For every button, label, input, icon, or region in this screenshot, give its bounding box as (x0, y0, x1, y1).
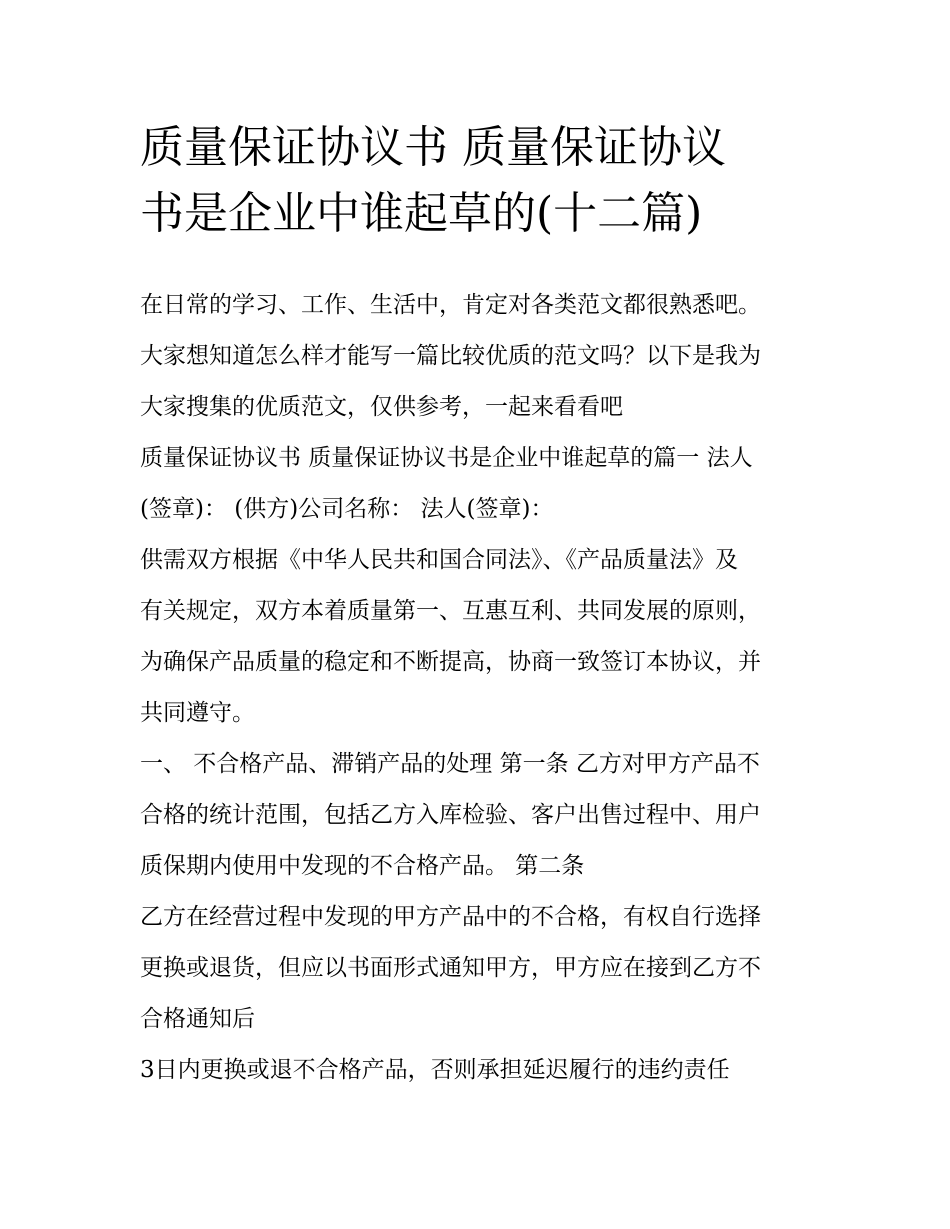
body-line: (签章)： (供方)公司名称： 法人(签章)： (140, 496, 554, 522)
body-line: 供需双方根据《中华人民共和国合同法》、《产品质量法》及 (140, 547, 738, 573)
body-line: 合格的统计范围，包括乙方入库检验、客户出售过程中、用户 (140, 802, 761, 828)
body-line: 合格通知后 (140, 1006, 255, 1032)
body-line: 为确保产品质量的稳定和不断提高，协商一致签订本协议，并 (140, 649, 761, 675)
document-title (140, 115, 830, 247)
title-line: 质量保证协议书 质量保证协议 (140, 122, 726, 173)
body-line: 质量保证协议书 质量保证协议书是企业中谁起草的篇一 法人 (140, 445, 753, 471)
body-line: 乙方在经营过程中发现的甲方产品中的不合格，有权自行选择 (140, 904, 761, 930)
body-line: 大家想知道怎么样才能写一篇比较优质的范文吗？以下是我为 (140, 343, 761, 369)
title-line: 书是企业中谁起草的(十二篇) (140, 188, 703, 239)
body-line: 更换或退货，但应以书面形式通知甲方，甲方应在接到乙方不 (140, 955, 761, 981)
body-line: 在日常的学习、工作、生活中，肯定对各类范文都很熟悉吧。 (140, 292, 761, 318)
body-line: 共同遵守。 (140, 700, 255, 726)
body-line: 质保期内使用中发现的不合格产品。 第二条 (140, 853, 585, 879)
document-body (140, 280, 830, 1096)
body-line: 大家搜集的优质范文，仅供参考，一起来看看吧 (140, 394, 623, 420)
body-line: 一、 不合格产品、滞销产品的处理 第一条 乙方对甲方产品不 (140, 751, 760, 777)
body-line: 3日内更换或退不合格产品，否则承担延迟履行的违约责任 (140, 1057, 730, 1083)
body-line: 有关规定，双方本着质量第一、互惠互利、共同发展的原则， (140, 598, 761, 624)
